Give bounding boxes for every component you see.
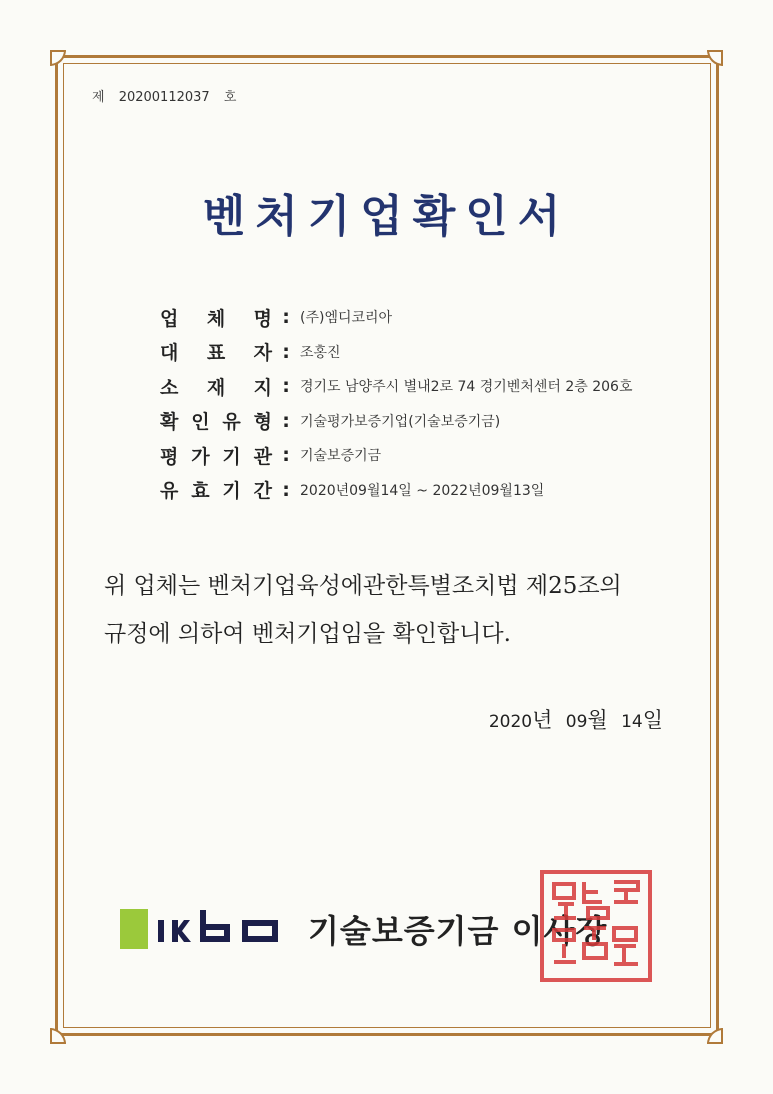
kibo-logo-mark	[134, 906, 284, 946]
field-label-char: 표	[206, 342, 226, 365]
field-label-char: 가	[191, 445, 210, 468]
field-label-char: 유	[160, 480, 179, 503]
month-unit: 월	[587, 708, 608, 732]
issue-date	[489, 704, 663, 734]
document-title: 벤처기업확인서	[202, 191, 571, 242]
info-row	[160, 335, 632, 370]
info-row	[160, 473, 632, 508]
issuer-block	[120, 906, 607, 952]
field-label-char: 기	[222, 480, 241, 503]
year-unit: 년	[532, 708, 553, 732]
field-colon: :	[282, 444, 290, 467]
field-label-char: 지	[253, 376, 272, 399]
field-value: 기술보증기금	[300, 448, 382, 465]
field-label-char: 체	[206, 307, 226, 330]
field-label	[160, 442, 272, 469]
issue-day: 14	[621, 712, 643, 732]
field-label	[160, 338, 272, 365]
logo-green-block	[120, 909, 148, 949]
field-label	[160, 476, 272, 503]
cert-no-suffix: 호	[223, 90, 237, 105]
info-row	[160, 300, 632, 335]
issue-month: 09	[565, 712, 588, 732]
field-colon: :	[282, 306, 290, 329]
kibo-logo	[120, 907, 284, 951]
field-colon: :	[282, 478, 290, 501]
field-label-char: 평	[160, 445, 179, 468]
field-value: 2020년09월14일 ~ 2022년09월13일	[300, 482, 545, 499]
info-table	[160, 300, 632, 507]
field-label-char: 대	[160, 342, 179, 365]
field-label-char: 유	[222, 411, 241, 434]
issue-year: 2020	[488, 712, 533, 732]
field-label-char: 관	[253, 445, 272, 468]
field-label-char: 형	[253, 411, 272, 434]
issuer-name: 기술보증기금 이사장	[308, 912, 608, 950]
field-value: 경기도 남양주시 별내2로 74 경기벤처센터 2층 206호	[300, 379, 633, 396]
field-colon: :	[282, 409, 290, 432]
field-value: (주)엠디코리아	[300, 310, 393, 327]
field-colon: :	[282, 375, 290, 398]
seal-stamp-graphic	[544, 874, 648, 978]
field-label-char: 기	[222, 445, 241, 468]
field-value: 조홍진	[300, 344, 341, 361]
info-row	[160, 369, 632, 404]
field-label-char: 소	[160, 376, 179, 399]
field-label-char: 간	[253, 480, 272, 503]
statement-line-1: 위 업체는 벤처기업육성에관한특별조치법 제25조의	[104, 573, 622, 599]
field-label-char: 인	[191, 411, 210, 434]
field-label-char: 확	[160, 411, 179, 434]
field-label	[160, 304, 272, 331]
certificate-number	[92, 86, 246, 105]
field-label	[160, 407, 272, 434]
field-label-char: 자	[253, 342, 272, 365]
logo-text	[134, 906, 284, 953]
official-seal	[540, 870, 652, 982]
day-unit: 일	[642, 708, 663, 732]
field-colon: :	[282, 340, 290, 363]
statement-text	[104, 562, 684, 658]
field-label-char: 효	[191, 480, 210, 503]
field-label	[160, 373, 272, 400]
info-row	[160, 404, 632, 439]
field-value: 기술평가보증기업(기술보증기금)	[300, 413, 501, 430]
info-row	[160, 438, 632, 473]
field-label-char: 업	[160, 307, 179, 330]
cert-no-value: 20200112037	[118, 90, 210, 105]
field-label-char: 명	[253, 307, 272, 330]
statement-line-2: 규정에 의하여 벤처기업임을 확인합니다.	[104, 621, 511, 647]
cert-no-prefix: 제	[92, 90, 105, 105]
field-label-char: 재	[206, 376, 226, 399]
